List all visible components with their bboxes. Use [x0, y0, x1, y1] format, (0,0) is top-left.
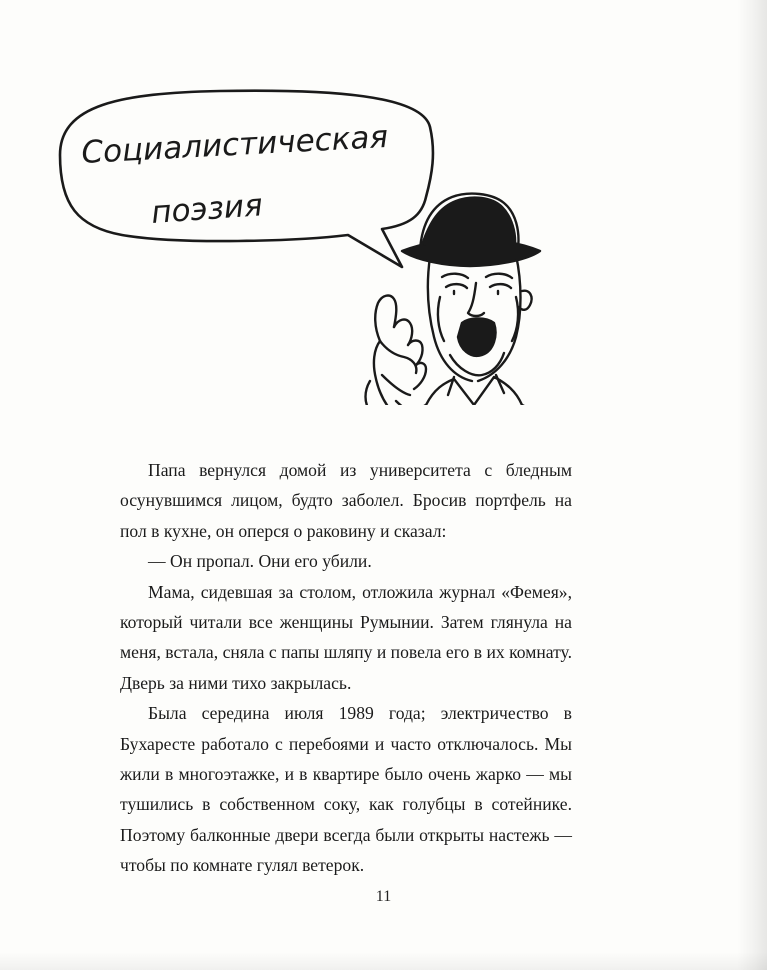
page-number: 11 [375, 888, 392, 905]
svg-text:Социалистическая: Социалистическая [80, 118, 389, 171]
paragraph-3: Мама, сидевшая за столом, отложила журнал «Фемея», который читали все женщины Румынии. Затем глянула на меня, встала, сняла с папы шляпу и повела его в их комнату. Дверь за ними тихо закрылась. [120, 581, 572, 693]
illustration-man-in-hat-shouting [30, 45, 590, 405]
page-edge-shadow-right [737, 0, 767, 970]
page-edge-shadow-bottom [0, 952, 767, 970]
page-body-text [120, 455, 572, 881]
paragraph-4: Была середина июля 1989 года; электричество в Бухаресте работало с перебоями и часто отключалось. Мы жили в многоэтажке, и в квартире было очень жарко — мы тушились в собственном соку, как голубцы в сотейнике. Поэтому балконные двери всегда были открыты настежь — чтобы по комнате гулял ветерок. [120, 703, 572, 876]
paragraph-1: Папа вернулся домой из университета с бледным осунувшимся лицом, будто заболел. Бросив портфель на пол в кухне, он оперся о раковину и сказал: [120, 460, 572, 541]
svg-text:поэзия: поэзия [150, 187, 264, 231]
paragraph-2: — Он пропал. Они его убили. [148, 551, 372, 572]
